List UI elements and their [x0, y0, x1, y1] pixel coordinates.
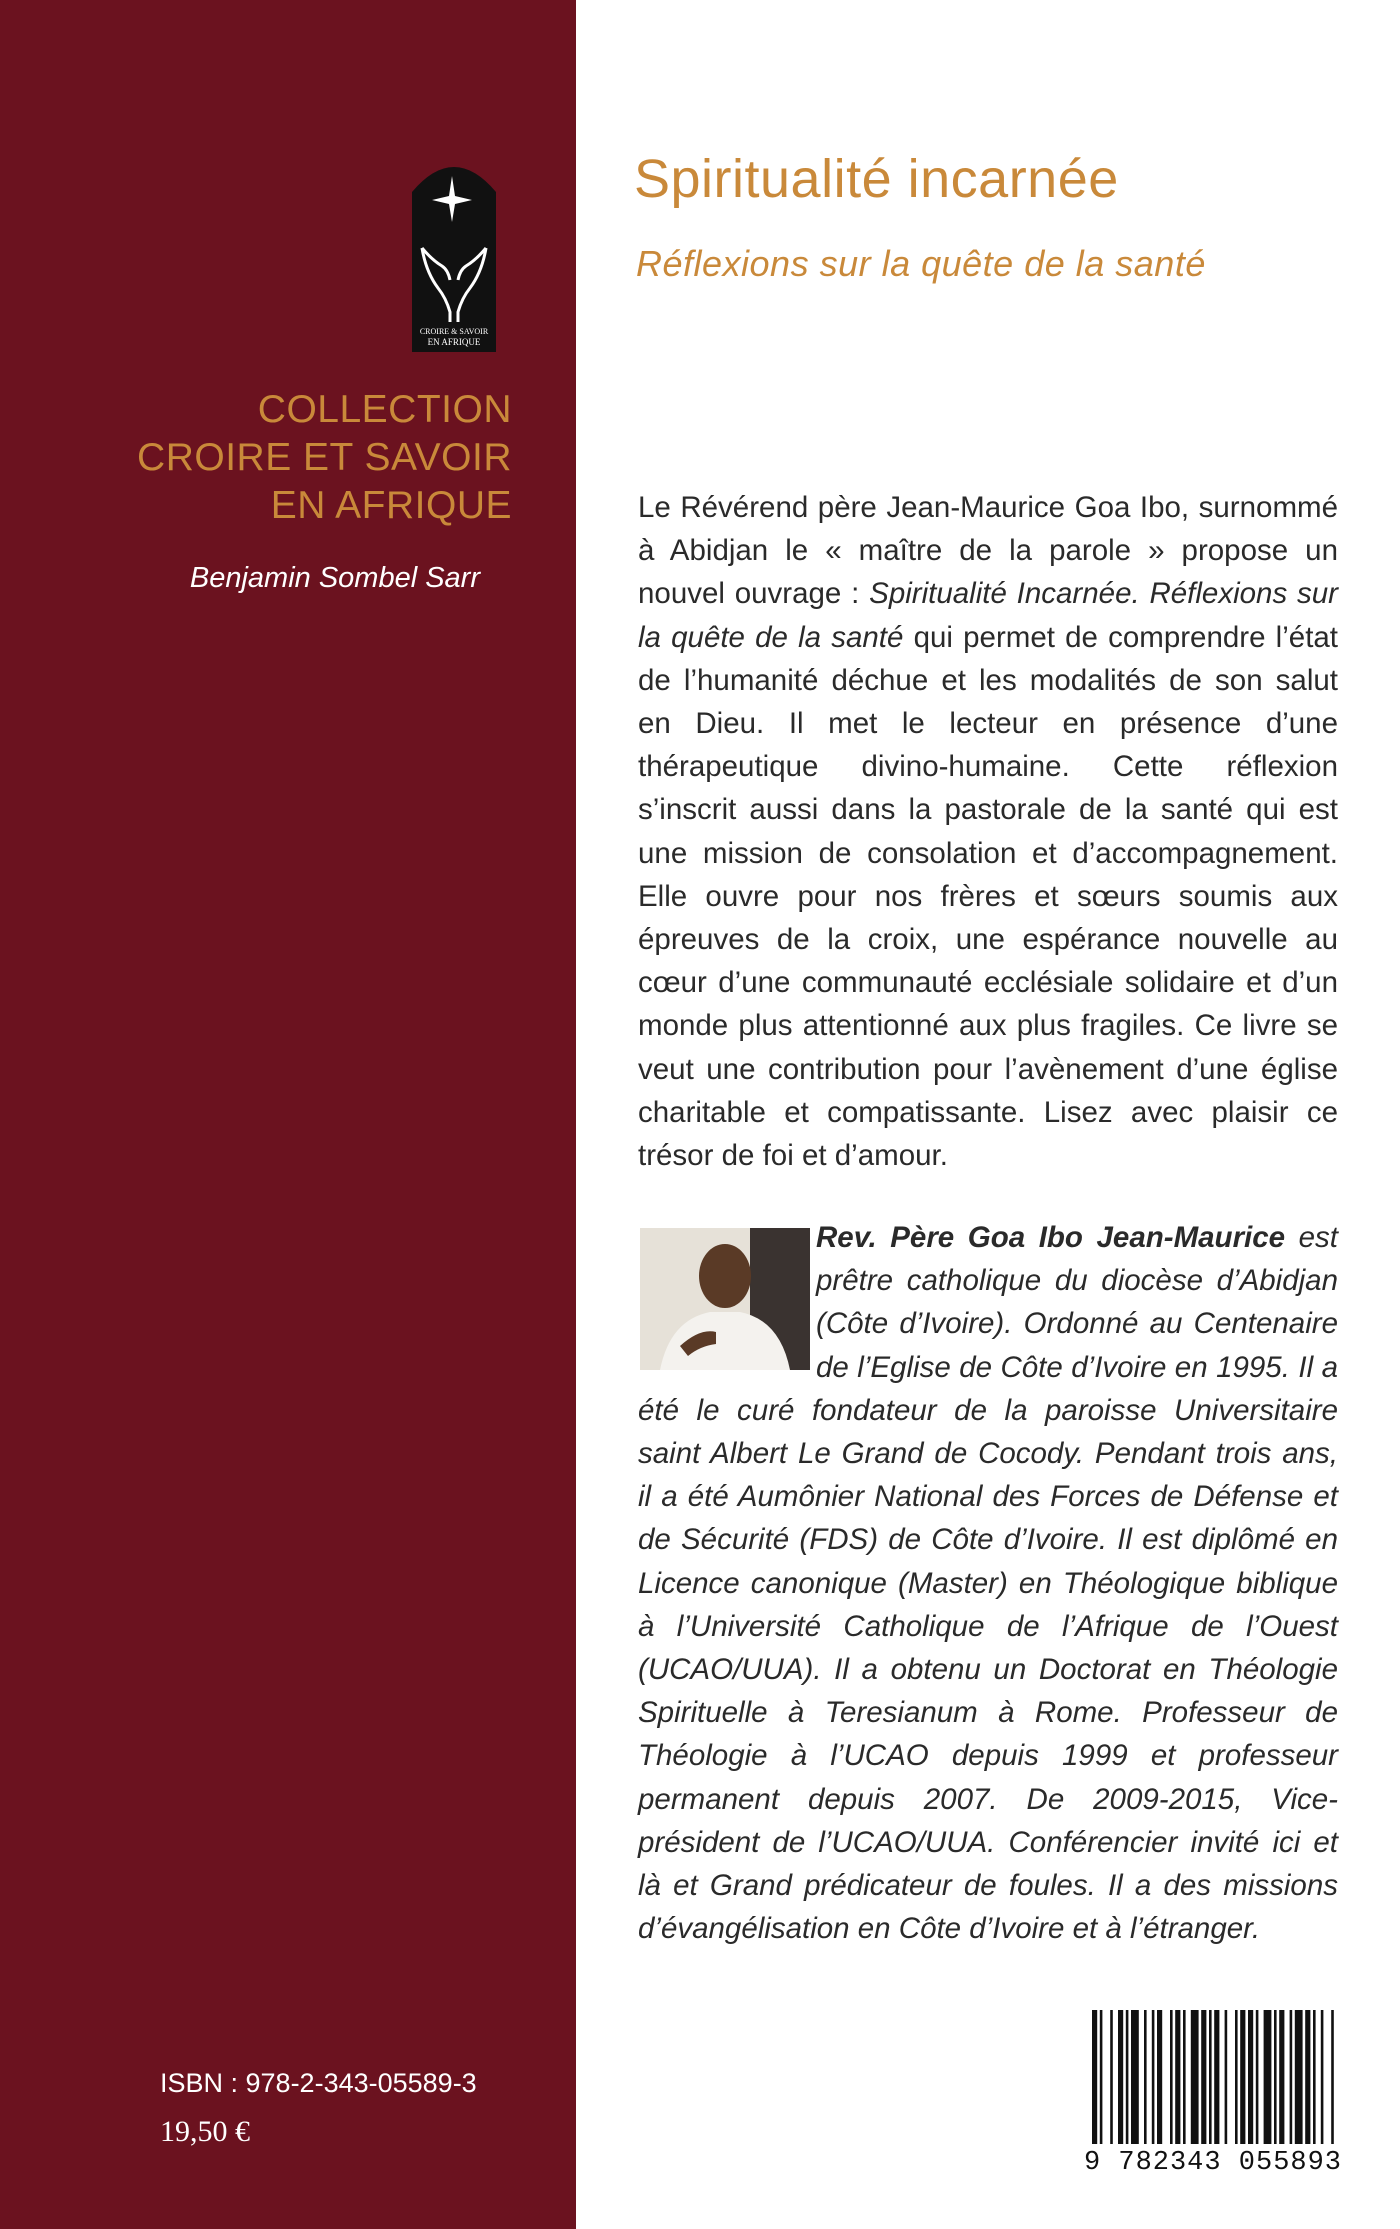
barcode-bar [1305, 2010, 1310, 2144]
praying-hands-star-icon [408, 152, 500, 352]
barcode-number: 9 782343 055893 [1083, 2148, 1343, 2178]
collection-line-3: EN AFRIQUE [270, 484, 512, 527]
author-name: Rev. Père Goa Ibo Jean-Maurice [816, 1221, 1286, 1254]
barcode-bar [1214, 2010, 1219, 2144]
barcode-bar [1248, 2010, 1253, 2144]
barcode-bar [1264, 2010, 1272, 2144]
barcode-bar [1110, 2010, 1113, 2144]
barcode [1076, 2002, 1350, 2188]
isbn: ISBN : 978-2-343-05589-3 [160, 2068, 477, 2098]
barcode-bar [1092, 2010, 1097, 2144]
barcode-bar [1118, 2010, 1123, 2144]
barcode-bar [1100, 2010, 1103, 2144]
barcode-bar [1235, 2010, 1238, 2144]
barcode-bar [1321, 2010, 1324, 2144]
collection-name [60, 386, 512, 530]
barcode-bar [1131, 2010, 1139, 2144]
book-title: Spiritualité incarnée [634, 149, 1119, 209]
barcode-bar [1256, 2010, 1259, 2144]
barcode-bar [1152, 2010, 1155, 2144]
collection-line-2: CROIRE ET SAVOIR [137, 436, 512, 479]
barcode-bar [1175, 2010, 1180, 2144]
logo-caption-line2: EN AFRIQUE [427, 337, 481, 347]
barcode-bar [1290, 2010, 1293, 2144]
book-summary [638, 486, 1338, 1177]
barcode-bar [1126, 2010, 1129, 2144]
summary-text-2: qui permet de comprendre l’état de l’humanité déchue et les modalités de son salut en Dieu. Il met le lecteur en présence d’une thérapeutique divino-humaine. Cette réflexion s’inscrit aussi dans la pastorale de la santé qui est une mission de consolation et d’accompagnement. Elle ouvre pour nos frères et sœurs soumis aux épreuves de la croix, une espérance nouvelle au cœur d’une communauté ecclésiale solidaire et d’un monde plus attentionné aux plus fragiles. Ce livre se veut une contribution pour l’avènement d’une église charitable et compatissante. Lisez avec plaisir ce trésor de foi et d’amour. [638, 620, 1338, 1173]
barcode-bar [1157, 2010, 1162, 2144]
author-photo [640, 1228, 810, 1370]
barcode-bar [1201, 2010, 1206, 2144]
series-editor: Benjamin Sombel Sarr [189, 562, 480, 594]
barcode-bar [1183, 2010, 1186, 2144]
author-bio-text: est prêtre catholique du diocèse d’Abidjan (Côte d’Ivoire). Ordonné au Centenaire de l’Eglise de Côte d’Ivoire en 1995. Il a été le curé fondateur de la paroisse Universitaire saint Albert Le Grand de Cocody. Pendant trois ans, il a été Aumônier National des Forces de Défense et de Sécurité (FDS) de Côte d’Ivoire. Il est diplômé en Licence canonique (Master) en Théologique biblique à l’Université Catholique de l’Afrique de l’Ouest (UCAO/UUA). Il a obtenu un Doctorat en Théologie Spirituelle à Teresianum à Rome. Professeur de Théologie à l’UCAO depuis 1999 et professeur permanent depuis 2007. De 2009-2015, Vice-président de l’UCAO/UUA. Conférencier invité ici et là et Grand prédicateur de foules. Il a des missions d’évangélisation en Côte d’Ivoire et à l’étranger. [638, 1221, 1338, 1946]
barcode-bar [1209, 2010, 1212, 2144]
price: 19,50 € [160, 2115, 250, 2148]
collection-line-1: COLLECTION [257, 388, 512, 431]
barcode-bar [1225, 2010, 1228, 2144]
barcode-bar [1170, 2010, 1173, 2144]
barcode-bar [1331, 2010, 1334, 2144]
back-cover-spine-panel [0, 0, 576, 2229]
logo-caption-line1: CROIRE & SAVOIR [419, 327, 489, 336]
barcode-bar [1191, 2010, 1199, 2144]
summary-title-italic: Spiritualité Incarnée. Réflexions sur la quête de la santé [638, 577, 1338, 654]
barcode-bar [1313, 2010, 1316, 2144]
barcode-bar [1240, 2010, 1245, 2144]
barcode-bar [1144, 2010, 1147, 2144]
barcode-bar [1274, 2010, 1277, 2144]
barcode-bar [1279, 2010, 1284, 2144]
barcode-bar [1295, 2010, 1303, 2144]
book-subtitle: Réflexions sur la quête de la santé [636, 243, 1206, 284]
summary-text-1: Le Révérend père Jean-Maurice Goa Ibo, surnommé à Abidjan le « maître de la parole » propose un nouvel ouvrage : [638, 491, 1338, 611]
